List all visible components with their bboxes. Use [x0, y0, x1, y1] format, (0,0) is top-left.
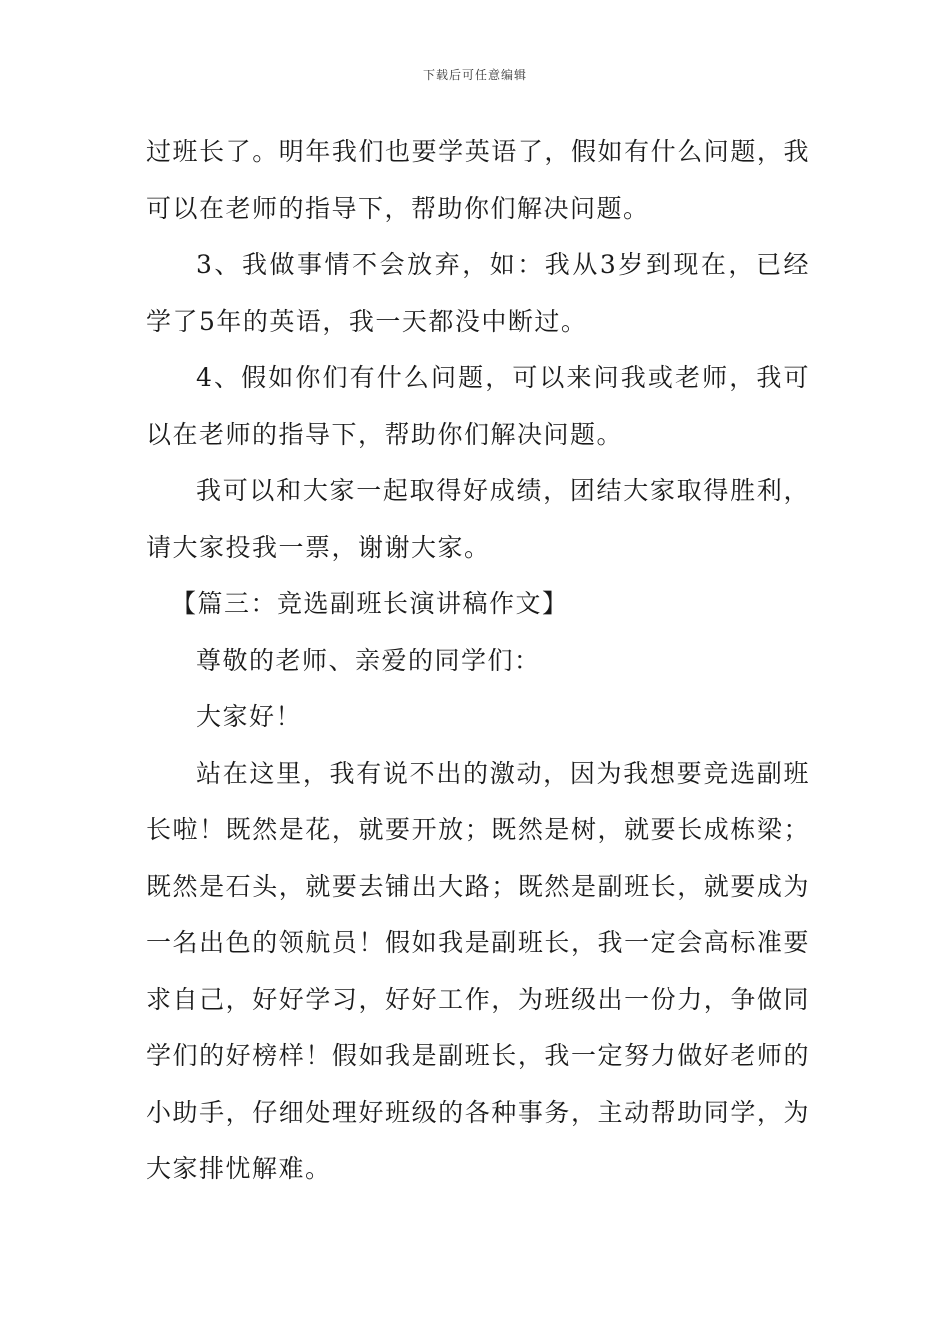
paragraph-speech-body: 站在这里，我有说不出的激动，因为我想要竞选副班长啦！既然是花，就要开放；既然是树，就要长成栋梁；既然是石头，就要去铺出大路；既然是副班长，就要成为一名出色的领航员！假如我是副班长，我一定会高标准要求自己，好好学习，好好工作，为班级出一份力，争做同学们的好榜样！假如我是副班长，我一定努力做好老师的小助手，仔细处理好班级的各种事务，主动帮助同学，为大家排忧解难。 [146, 758, 810, 1183]
section-heading: 【篇三：竞选副班长演讲稿作文】 [171, 589, 569, 618]
page-header-note: 下载后可任意编辑 [422, 68, 527, 82]
paragraph-salutation: 尊敬的老师、亲爱的同学们： [196, 645, 541, 675]
paragraph-point-4: 4、假如你们有什么问题，可以来问我或老师，我可以在老师的指导下，帮助你们解决问题。 [146, 363, 810, 449]
paragraph-closing: 我可以和大家一起取得好成绩，团结大家取得胜利，请大家投我一票，谢谢大家。 [146, 476, 810, 562]
document-body [146, 124, 810, 1198]
paragraph-greeting: 大家好！ [196, 702, 303, 731]
paragraph-continuation: 过班长了。明年我们也要学英语了，假如有什么问题，我可以在老师的指导下，帮助你们解决问题。 [146, 137, 810, 223]
paragraph-point-3: 3、我做事情不会放弃，如：我从3岁到现在，已经学了5年的英语，我一天都没中断过。 [146, 250, 810, 336]
